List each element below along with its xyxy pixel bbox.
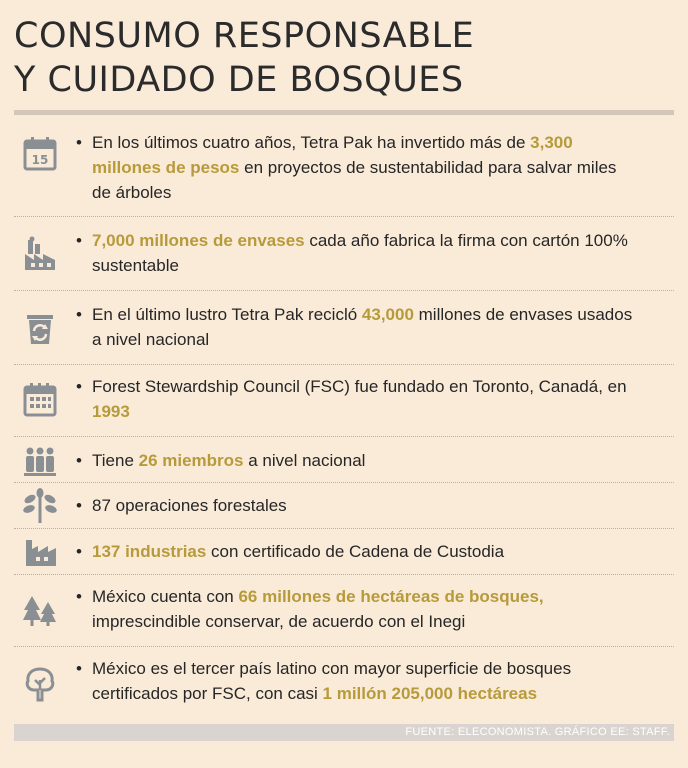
infographic-title — [14, 14, 474, 102]
fact-text — [76, 374, 634, 424]
calendar-icon — [22, 136, 58, 172]
fact-text-part: 87 operaciones forestales — [92, 496, 287, 515]
fact-item — [14, 436, 674, 483]
tree-icon — [22, 666, 58, 702]
recycle-bin-icon — [22, 310, 58, 346]
source-credit: FUENTE: ELECONOMISTA. GRÁFICO EE: STAFF. — [405, 726, 670, 738]
fact-text — [76, 656, 634, 706]
fact-item — [14, 574, 674, 647]
bullet: • — [76, 496, 82, 515]
fact-text-part: En los últimos cuatro años, Tetra Pak ha invertido más de — [92, 133, 531, 152]
fact-text — [76, 448, 634, 473]
tree-branch-icon — [22, 487, 58, 523]
fact-item — [14, 364, 674, 437]
bullet: • — [76, 542, 82, 561]
fact-text — [76, 130, 634, 205]
fact-text-part: cada año fabrica la firma con cartón 100% sustentable — [92, 231, 628, 275]
fact-highlight: 1993 — [92, 402, 130, 421]
people-icon — [22, 442, 58, 478]
bullet: • — [76, 659, 82, 678]
title-line-1: CONSUMO RESPONSABLE — [14, 16, 475, 56]
industry-icon — [22, 534, 58, 570]
fact-highlight: 137 industrias — [92, 542, 207, 561]
fact-text-part: Forest Stewardship Council (FSC) fue fundado en Toronto, Canadá, en — [92, 377, 627, 396]
fact-text-part: En el último lustro Tetra Pak recicló — [92, 305, 362, 324]
fact-highlight: 7,000 millones de envases — [92, 231, 305, 250]
fact-item — [14, 120, 674, 217]
fact-text — [76, 539, 634, 564]
calendar-day: 15 — [31, 153, 49, 167]
fact-highlight: 26 miembros — [138, 451, 244, 470]
title-line-2: Y CUIDADO DE BOSQUES — [14, 60, 464, 100]
fact-text-part: imprescindible conservar, de acuerdo con el Inegi — [92, 612, 466, 631]
fact-item — [14, 646, 674, 718]
factory-icon — [22, 236, 58, 272]
fact-text — [76, 302, 634, 352]
fact-highlight: 43,000 — [361, 305, 414, 324]
fact-text-part: con certificado de Cadena de Custodia — [206, 542, 505, 561]
fact-item — [14, 528, 674, 575]
fact-text-part: en proyectos de sustentabilidad para salvar miles de árboles — [92, 158, 617, 202]
bullet: • — [76, 451, 82, 470]
bullet: • — [76, 133, 82, 152]
fact-text — [76, 493, 634, 518]
bullet: • — [76, 377, 82, 396]
fact-text-part: millones de envases usados a nivel nacional — [92, 305, 633, 349]
fact-highlight: 66 millones de hectáreas de bosques, — [238, 587, 544, 606]
fact-text-part: México cuenta con — [92, 587, 239, 606]
fact-text — [76, 584, 634, 634]
fact-highlight: 1 millón 205,000 hectáreas — [322, 684, 538, 703]
title-divider — [14, 110, 674, 115]
fact-text-part: México es el tercer país latino con mayor superficie de bosques certificados por FSC, con casi — [92, 659, 572, 703]
fact-highlight: 3,300 millones de pesos — [92, 133, 573, 177]
fact-text — [76, 228, 634, 278]
fact-text-part: Tiene — [92, 451, 139, 470]
fact-item — [14, 216, 674, 291]
fact-text-part: a nivel nacional — [243, 451, 366, 470]
calendar-grid-icon — [22, 382, 58, 418]
bullet: • — [76, 587, 82, 606]
forest-icon — [22, 592, 58, 628]
bullet: • — [76, 305, 82, 324]
bullet: • — [76, 231, 82, 250]
fact-item — [14, 290, 674, 365]
fact-item — [14, 482, 674, 529]
